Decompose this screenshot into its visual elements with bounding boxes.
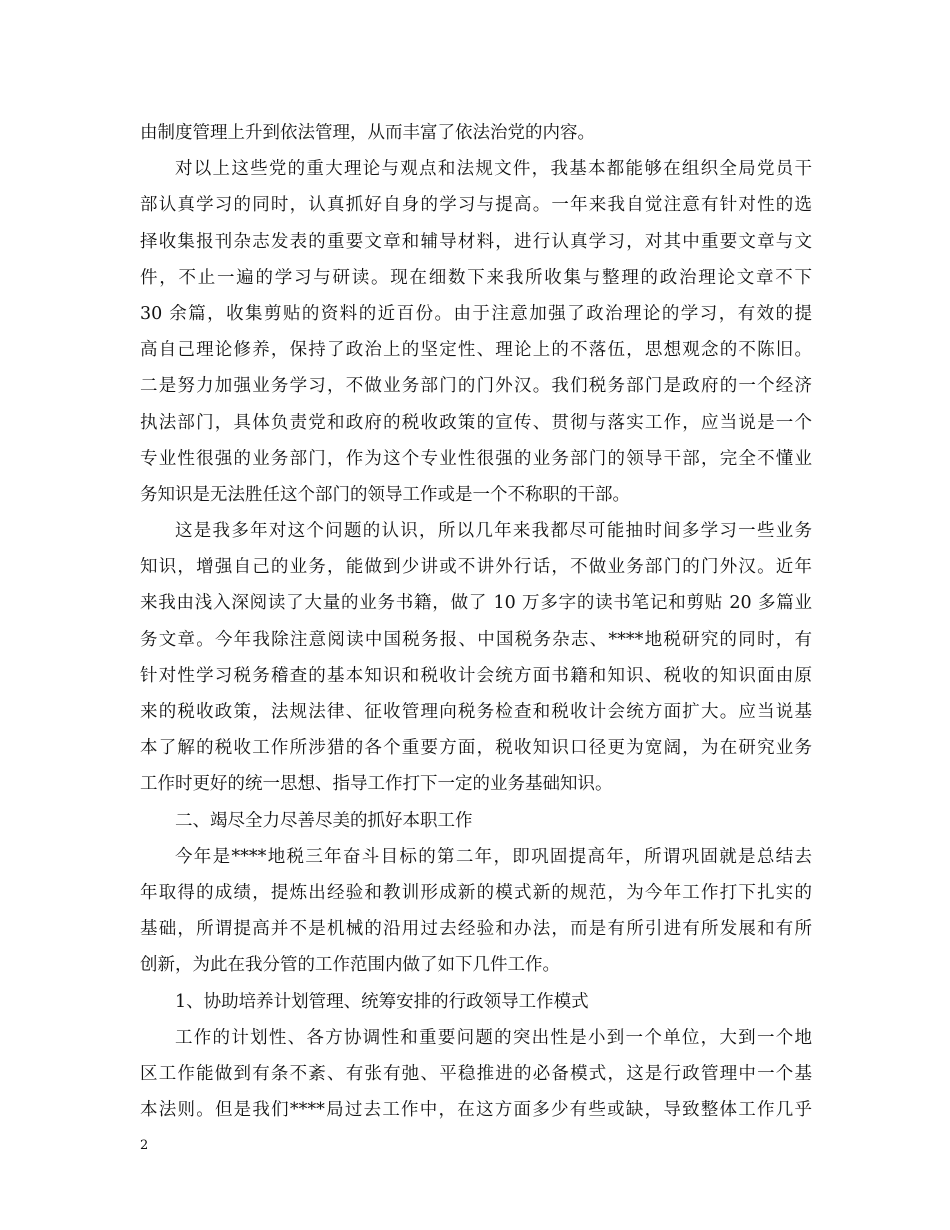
text-line: 区工作能做到有条不紊、有张有弛、平稳推进的必备模式，这是行政管理中一个基	[140, 1063, 812, 1084]
text-line: 针对性学习税务稽查的基本知识和税收计会统方面书籍和知识、税收的知识面由原	[140, 665, 812, 686]
text-line: 年取得的成绩，提炼出经验和教训形成新的模式新的规范，为今年工作打下扎实的	[140, 882, 812, 903]
text-line: 30 余篇，收集剪贴的资料的近百份。由于注意加强了政治理论的学习，有效的提	[140, 303, 812, 324]
text-line: 二、竭尽全力尽善尽美的抓好本职工作	[175, 810, 473, 831]
text-line: 对以上这些党的重大理论与观点和法规文件，我基本都能够在组织全局党员干	[175, 159, 812, 180]
text-line: 基础，所谓提高并不是机械的沿用过去经验和办法，而是有所引进有所发展和有所	[140, 919, 812, 940]
text-line: 工作的计划性、各方协调性和重要问题的突出性是小到一个单位，大到一个地	[175, 1027, 812, 1048]
text-line: 择收集报刊杂志发表的重要文章和辅导材料，进行认真学习，对其中重要文章与文	[140, 231, 812, 252]
text-line: 执法部门，具体负责党和政府的税收政策的宣传、贯彻与落实工作，应当说是一个	[140, 412, 812, 433]
text-line: 1、协助培养计划管理、统筹安排的行政领导工作模式	[175, 991, 589, 1012]
text-line: 今年是****地税三年奋斗目标的第二年，即巩固提高年，所谓巩固就是总结去	[175, 846, 812, 867]
text-line: 二是努力加强业务学习，不做业务部门的门外汉。我们税务部门是政府的一个经济	[140, 376, 812, 397]
text-line: 高自己理论修养，保持了政治上的坚定性、理论上的不落伍，思想观念的不陈旧。	[140, 340, 812, 361]
text-line: 务文章。今年我除注意阅读中国税务报、中国税务杂志、****地税研究的同时，有	[140, 629, 812, 650]
text-line: 专业性很强的业务部门，作为这个专业性很强的业务部门的领导干部，完全不懂业	[140, 448, 812, 469]
text-line: 由制度管理上升到依法管理，从而丰富了依法治党的内容。	[140, 123, 595, 143]
text-line: 务知识是无法胜任这个部门的领导工作或是一个不称职的干部。	[140, 484, 630, 505]
text-line: 这是我多年对这个问题的认识，所以几年来我都尽可能抽时间多学习一些业务	[175, 521, 812, 542]
text-line: 创新，为此在我分管的工作范围内做了如下几件工作。	[140, 955, 560, 976]
page-number: 2	[140, 1138, 149, 1153]
text-line: 部认真学习的同时，认真抓好自身的学习与提高。一年来我自觉注意有针对性的选	[140, 195, 812, 216]
text-line: 知识，增强自己的业务，能做到少讲或不讲外行话，不做业务部门的门外汉。近年	[140, 557, 812, 578]
text-line: 来的税收政策，法规法律、征收管理向税务检查和税收计会统方面扩大。应当说基	[140, 702, 812, 722]
text-line: 工作时更好的统一思想、指导工作打下一定的业务基础知识。	[140, 774, 613, 795]
text-line: 来我由浅入深阅读了大量的业务书籍，做了 10 万多字的读书笔记和剪贴 20 多篇业	[140, 593, 812, 614]
text-line: 本法则。但是我们****局过去工作中，在这方面多少有些或缺，导致整体工作几乎	[140, 1100, 812, 1121]
text-line: 本了解的税收工作所涉猎的各个重要方面，税收知识口径更为宽阔，为在研究业务	[140, 738, 812, 759]
body-text	[140, 115, 812, 1128]
text-line: 件，不止一遍的学习与研读。现在细数下来我所收集与整理的政治理论文章不下	[140, 267, 812, 288]
